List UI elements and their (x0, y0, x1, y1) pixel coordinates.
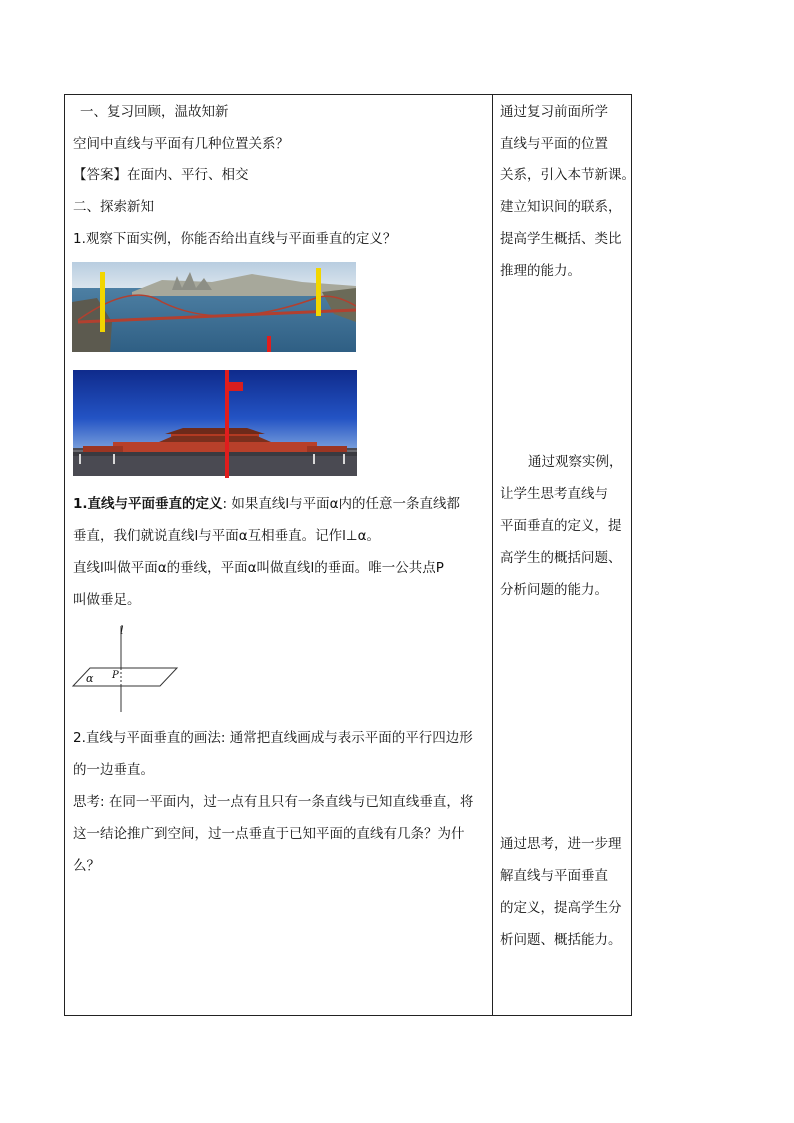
answer-line (73, 166, 249, 184)
flagpole-highlight (225, 370, 229, 478)
bridge-photo (72, 262, 356, 352)
definition-line-4: 叫做垂足。 (73, 592, 141, 608)
note1-line: 通过复习前面所学 (500, 104, 608, 120)
note2-line: 让学生思考直线与 (500, 486, 608, 502)
think-line-2: 这一结论推广到空间，过一点垂直于已知平面的直线有几条？为什 (73, 826, 465, 842)
note1-line: 推理的能力。 (500, 263, 581, 279)
definition-line-1 (73, 495, 460, 513)
note1-line: 建立知识间的联系， (500, 199, 622, 215)
column-divider (492, 95, 493, 1015)
answer-label: 【答案】 (73, 167, 127, 183)
note3-line: 解直线与平面垂直 (500, 868, 608, 884)
note3-line: 通过思考，进一步理 (500, 836, 622, 852)
perpendicular-figure (70, 622, 180, 714)
observe-prompt: 1.观察下面实例，你能否给出直线与平面垂直的定义？ (73, 231, 397, 247)
note2-line: 高学生的概括问题、 (500, 550, 622, 566)
think-line-1: 思考: 在同一平面内，过一点有且只有一条直线与已知直线垂直，将 (73, 794, 474, 810)
definition-title: 1.直线与平面垂直的定义 (73, 496, 223, 512)
fig-label-alpha: α (86, 672, 94, 685)
section-review-heading: 一、复习回顾，温故知新 (80, 104, 229, 120)
definition-line-3: 直线l叫做平面α的垂线，平面α叫做直线l的垂面。唯一公共点P (73, 560, 444, 576)
fig-label-p: P (112, 670, 119, 681)
fig-label-l: l (120, 624, 124, 637)
drawing-method-line-2: 的一边垂直。 (73, 762, 154, 778)
drawing-method-line-1: 2.直线与平面垂直的画法: 通常把直线画成与表示平面的平行四边形 (73, 730, 473, 746)
section-explore-heading: 二、探索新知 (73, 199, 154, 215)
note1-line: 提高学生概括、类比 (500, 231, 622, 247)
note3-line: 的定义，提高学生分 (500, 900, 622, 916)
think-line-3: 么？ (73, 858, 100, 874)
definition-line-2: 垂直，我们就说直线l与平面α互相垂直。记作l⊥α。 (73, 528, 381, 544)
note2-line: 通过观察实例， (528, 454, 623, 470)
note1-line: 直线与平面的位置 (500, 136, 608, 152)
review-question: 空间中直线与平面有几种位置关系？ (73, 136, 289, 152)
note1-line: 关系，引入本节新课。 (500, 167, 635, 183)
highlight-mark (267, 336, 271, 352)
note2-line: 分析问题的能力。 (500, 582, 608, 598)
note3-line: 析问题、概括能力。 (500, 932, 622, 948)
answer-text: 在面内、平行、相交 (127, 167, 249, 183)
note2-line: 平面垂直的定义，提 (500, 518, 622, 534)
definition-text: : 如果直线l与平面α内的任意一条直线都 (222, 496, 461, 512)
tiananmen-photo (73, 370, 357, 476)
